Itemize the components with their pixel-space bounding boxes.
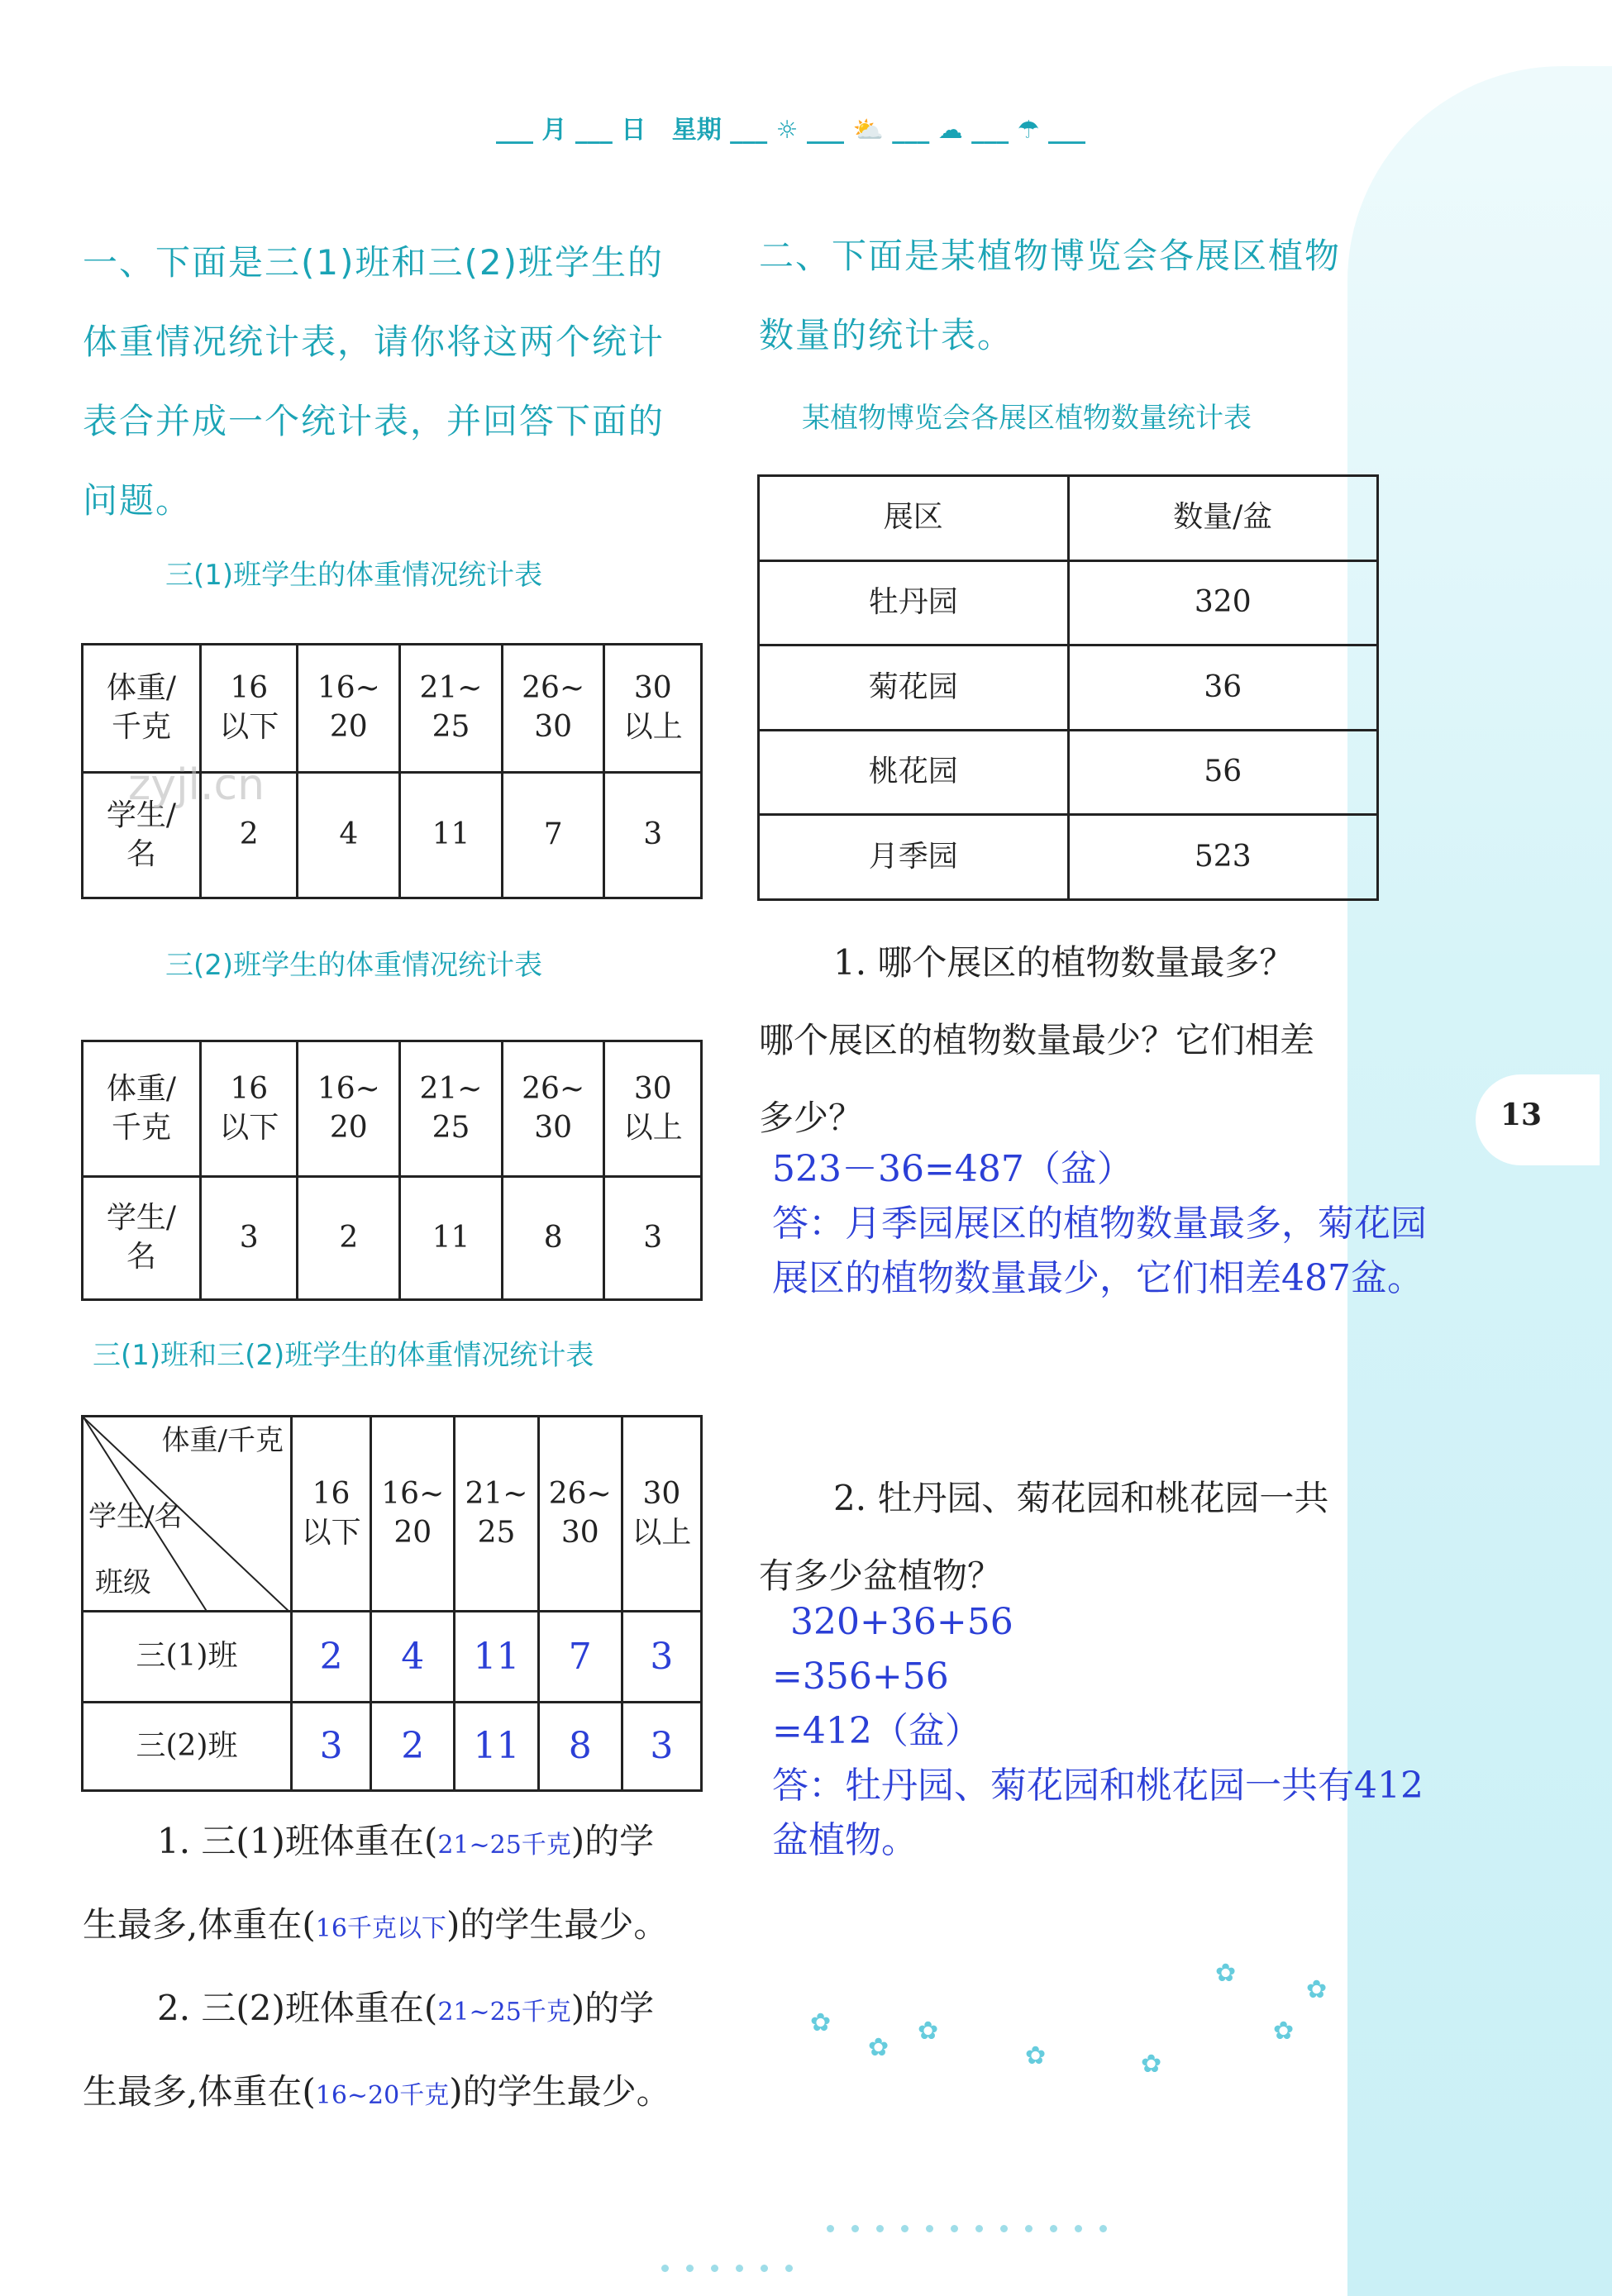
rain-icon: ☂ (1017, 116, 1040, 145)
column-header: 16 以下 (201, 1041, 298, 1177)
answer-line: =412（盆） (772, 1710, 981, 1752)
question-line: 数量的统计表。 (759, 315, 1014, 355)
left-question-title (83, 223, 727, 541)
flower-icon: ✿ (1306, 1975, 1328, 2004)
right-q2-answer (772, 1595, 1483, 1868)
column-header: 16~ 20 (371, 1417, 455, 1612)
table-cell: 8 (502, 1177, 604, 1300)
row-header-students: 学生/ 名 (83, 773, 201, 898)
table3-caption: 三(1)班和三(2)班学生的体重情况统计表 (93, 1339, 594, 1372)
table-cell: 月季园 (759, 815, 1069, 900)
column-header: 16~ 20 (298, 645, 400, 773)
row-label: 三(1)班 (83, 1612, 292, 1703)
answer-line: 答：月季园展区的植物数量最多，菊花园 (772, 1203, 1427, 1245)
table-cell: 2 (298, 1177, 400, 1300)
answer-line: 展区的植物数量最少，它们相差487盆。 (772, 1257, 1424, 1299)
cloudy-icon: ☁ (937, 116, 963, 145)
right-q2 (759, 1460, 1437, 1615)
answer-blank: 16千克以下 (315, 1914, 446, 1943)
question-line: 1. 三(1)班体重在(21~25千克)的学 (157, 1821, 655, 1861)
plant-table (757, 474, 1379, 901)
table-cell: 56 (1068, 730, 1378, 815)
column-header: 30 以上 (604, 645, 702, 773)
flower-icon: ✿ (918, 2017, 939, 2046)
row-label: 三(2)班 (83, 1703, 292, 1791)
table-cell: 3 (201, 1177, 298, 1300)
flower-icon: ✿ (1025, 2041, 1047, 2070)
column-header: 16~ 20 (298, 1041, 400, 1177)
table-cell: 11 (400, 773, 503, 898)
question-line: 生最多,体重在(16~20千克)的学生最少。 (83, 2071, 671, 2112)
answer-blank: 16~20千克 (315, 2081, 450, 2110)
question-line: 体重情况统计表，请你将这两个统计 (83, 322, 665, 362)
row-header-weight: 体重/ 千克 (83, 1041, 201, 1177)
answer-line: 答：牡丹园、菊花园和桃花园一共有412 (772, 1765, 1424, 1807)
answer-cell: 2 (292, 1612, 371, 1703)
answer-line: 盆植物。 (772, 1819, 918, 1861)
right-question-title (759, 217, 1420, 375)
answer-cell: 3 (622, 1612, 701, 1703)
question-line: 2. 三(2)班体重在(21~25千克)的学 (157, 1988, 655, 2028)
question-line: 有多少盆植物？ (759, 1555, 1003, 1596)
question-line: 生最多,体重在(16千克以下)的学生最少。 (83, 1904, 669, 1945)
answer-cell: 2 (371, 1703, 455, 1791)
column-header: 30 以上 (622, 1417, 701, 1612)
answer-cell: 8 (538, 1703, 622, 1791)
question-line: 1. 哪个展区的植物数量最多？ (833, 942, 1295, 983)
flower-icon: ✿ (1273, 2017, 1295, 2046)
table2 (81, 1040, 703, 1301)
question-line: 二、下面是某植物博览会各展区植物 (759, 236, 1342, 276)
table-cell: 7 (502, 773, 604, 898)
answer-line: 523－36=487（盆） (772, 1148, 1133, 1190)
question-line: 问题。 (83, 480, 193, 521)
question-line: 哪个展区的植物数量最少？它们相差 (759, 1020, 1315, 1060)
answer-cell: 11 (455, 1703, 538, 1791)
corner-students-label: 学生/名 (88, 1500, 183, 1533)
corner-weight-label: 体重/千克 (161, 1424, 284, 1457)
column-header: 30 以上 (604, 1041, 702, 1177)
page-number: 13 (1500, 1098, 1543, 1132)
column-header: 26~ 30 (538, 1417, 622, 1612)
sunny-icon: ☼ (775, 116, 799, 145)
column-header: 数量/盆 (1068, 476, 1378, 561)
table3 (81, 1415, 703, 1792)
table-cell: 320 (1068, 560, 1378, 645)
flower-icon: ✿ (1141, 2050, 1162, 2079)
right-q1 (759, 924, 1437, 1157)
table2-caption: 三(2)班学生的体重情况统计表 (165, 949, 543, 982)
day-label: 日 (621, 116, 646, 145)
weekday-label: 星期 (671, 116, 722, 145)
corner-header (83, 1417, 292, 1612)
date-header: ___ 月 ___ 日 星期 ___ ☼ ___ ⛅ ___ ☁ ___ ☂ ___ (496, 116, 1085, 145)
partly-cloudy-icon: ⛅ (852, 116, 884, 145)
corner-class-label: 班级 (95, 1566, 151, 1599)
column-header: 26~ 30 (502, 1041, 604, 1177)
table-cell: 菊花园 (759, 645, 1069, 731)
flower-icon: ✿ (810, 2008, 832, 2037)
page-number-tab (1476, 1074, 1600, 1165)
left-subquestions (83, 1802, 727, 2136)
table-cell: 2 (201, 773, 298, 898)
flower-icon: ✿ (868, 2033, 889, 2062)
table-cell: 桃花园 (759, 730, 1069, 815)
table-cell: 523 (1068, 815, 1378, 900)
plant-table-caption: 某植物博览会各展区植物数量统计表 (802, 402, 1252, 435)
watermark: zyjl.cn (128, 760, 265, 810)
row-header-weight: 体重/ 千克 (83, 645, 201, 773)
column-header: 16 以下 (201, 645, 298, 773)
question-line: 2. 牡丹园、菊花园和桃花园一共 (833, 1478, 1329, 1518)
answer-cell: 4 (371, 1612, 455, 1703)
table-cell: 36 (1068, 645, 1378, 731)
table-cell: 牡丹园 (759, 560, 1069, 645)
column-header: 21~ 25 (400, 1041, 503, 1177)
table1-caption: 三(1)班学生的体重情况统计表 (165, 559, 543, 592)
question-line: 一、下面是三(1)班和三(2)班学生的 (83, 242, 664, 283)
column-header: 21~ 25 (455, 1417, 538, 1612)
table-cell: 3 (604, 1177, 702, 1300)
column-header: 16 以下 (292, 1417, 371, 1612)
answer-cell: 3 (292, 1703, 371, 1791)
answer-cell: 7 (538, 1612, 622, 1703)
question-line: 多少？ (759, 1098, 864, 1138)
question-line: 表合并成一个统计表，并回答下面的 (83, 401, 665, 441)
answer-line: 320+36+56 (790, 1601, 1013, 1643)
table-cell: 3 (604, 773, 702, 898)
table-cell: 11 (400, 1177, 503, 1300)
column-header: 展区 (759, 476, 1069, 561)
answer-cell: 11 (455, 1612, 538, 1703)
column-header: 21~ 25 (400, 645, 503, 773)
row-header-students: 学生/ 名 (83, 1177, 201, 1300)
flower-icon: ✿ (1215, 1959, 1237, 1988)
month-label: 月 (541, 116, 567, 145)
answer-blank: 21~25千克 (437, 1831, 571, 1860)
answer-blank: 21~25千克 (437, 1998, 571, 2027)
answer-cell: 3 (622, 1703, 701, 1791)
answer-line: =356+56 (772, 1655, 949, 1698)
right-q1-answer (772, 1142, 1483, 1306)
table-cell: 4 (298, 773, 400, 898)
column-header: 26~ 30 (502, 645, 604, 773)
